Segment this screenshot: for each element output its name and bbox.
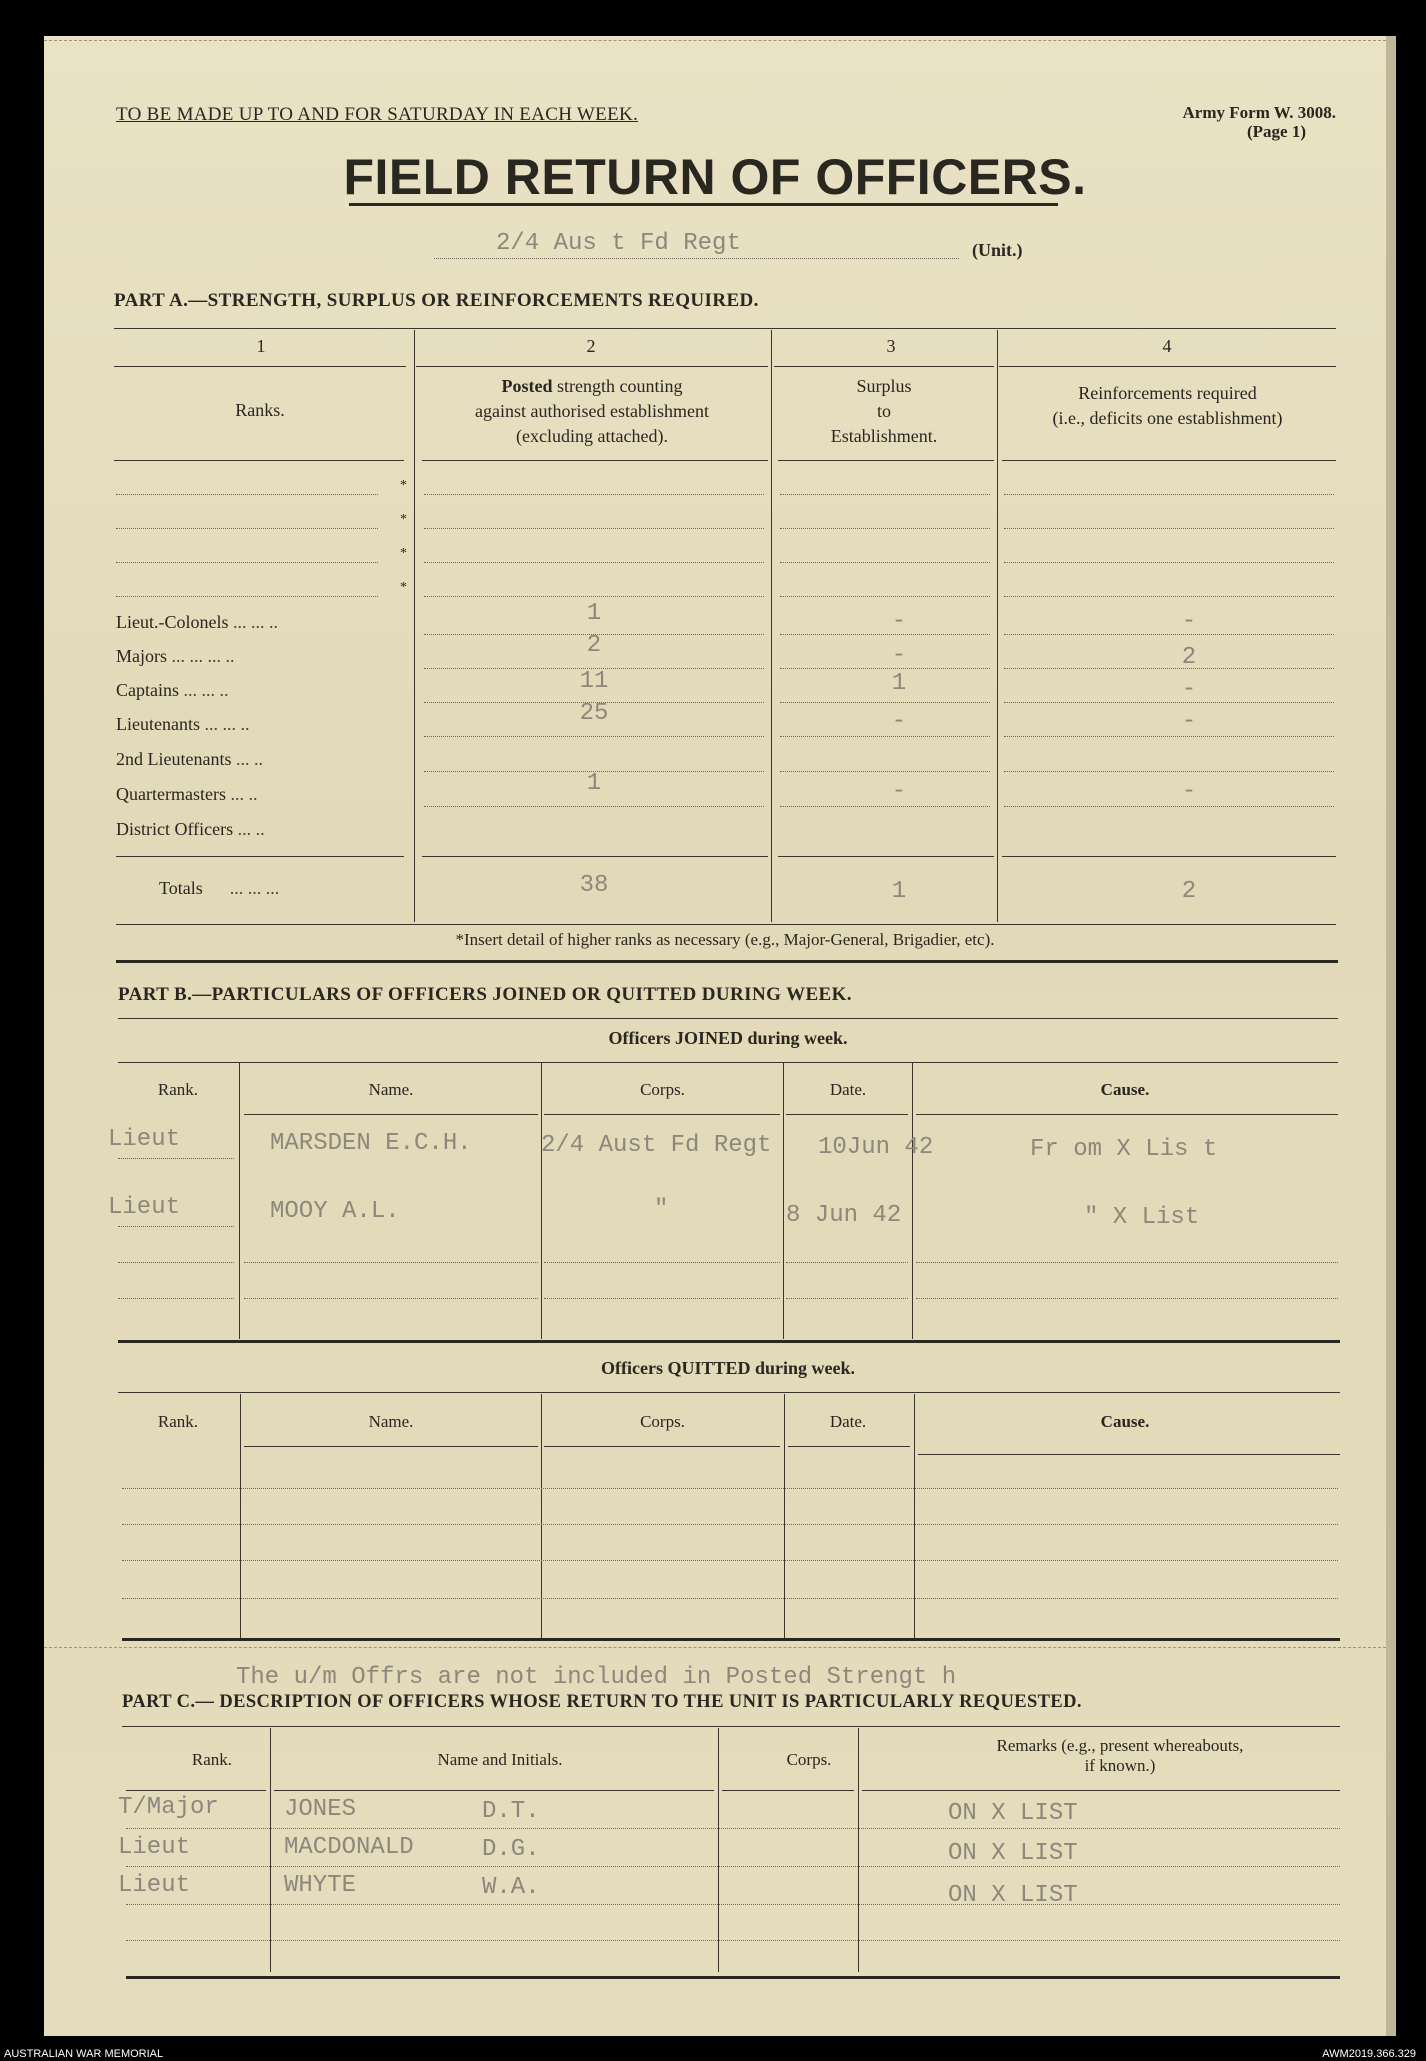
part-a-heading: PART A.—STRENGTH, SURPLUS OR REINFORCEMENTS REQUIRED. bbox=[114, 290, 759, 311]
form-sheet bbox=[44, 36, 1386, 2036]
section-rule bbox=[122, 1638, 1340, 1641]
dotted-rule bbox=[1004, 596, 1334, 597]
col-header-posted-bold: Posted bbox=[501, 376, 553, 396]
dotted-rule bbox=[424, 528, 764, 529]
requested-rank: T/Major bbox=[118, 1794, 219, 1821]
table-rule bbox=[126, 1790, 266, 1791]
column-divider bbox=[239, 1063, 240, 1339]
rank-label: District Officers ... .. bbox=[116, 819, 265, 839]
section-rule bbox=[116, 960, 1338, 963]
rank-label: Majors ... ... ... .. bbox=[116, 646, 235, 666]
page-number: (Page 1) bbox=[1246, 122, 1306, 141]
dotted-rule bbox=[780, 494, 990, 495]
col-header-cause: Cause. bbox=[1100, 1412, 1150, 1431]
dotted-rule bbox=[116, 494, 378, 495]
footnote: *Insert detail of higher ranks as necessary (e.g., Major-General, Brigadier, etc). bbox=[455, 930, 995, 949]
table-rule bbox=[274, 1790, 714, 1791]
rank-label: Lieutenants ... ... .. bbox=[116, 714, 250, 734]
dotted-rule bbox=[780, 771, 990, 772]
requested-remarks: ON X LIST bbox=[948, 1800, 1078, 1827]
requested-name: WHYTE bbox=[284, 1872, 357, 1899]
unit-label: (Unit.) bbox=[972, 240, 1023, 260]
joined-date: 10Jun 42 bbox=[818, 1134, 934, 1161]
dotted-rule bbox=[116, 562, 378, 563]
col-header-date: Date. bbox=[829, 1080, 867, 1099]
joined-corps: " bbox=[654, 1196, 669, 1223]
col-header-rank: Rank. bbox=[157, 1080, 199, 1099]
dotted-rule bbox=[916, 1262, 1338, 1263]
table-rule bbox=[244, 1114, 538, 1115]
dotted-rule bbox=[126, 1866, 1340, 1867]
column-divider bbox=[414, 330, 415, 922]
table-rule bbox=[422, 856, 768, 857]
dotted-rule bbox=[1004, 771, 1334, 772]
section-rule bbox=[118, 1340, 1340, 1343]
dotted-rule bbox=[118, 1226, 234, 1227]
table-rule bbox=[722, 1790, 854, 1791]
dotted-rule bbox=[116, 528, 378, 529]
col-header-name: Name. bbox=[368, 1080, 414, 1099]
col-header-reinf-l1: Reinforcements required bbox=[1078, 383, 1257, 403]
col-header-posted-l3: (excluding attached). bbox=[516, 426, 668, 446]
typed-note: The u/m Offrs are not included in Posted Strengt h bbox=[236, 1664, 957, 1691]
dotted-rule bbox=[244, 1262, 538, 1263]
col-header-name-initials: Name and Initials. bbox=[437, 1750, 563, 1769]
dotted-rule bbox=[244, 1298, 538, 1299]
col-header-ranks: Ranks. bbox=[235, 400, 285, 420]
dotted-rule bbox=[126, 1940, 1340, 1941]
section-rule bbox=[126, 1976, 1340, 1979]
posted-value: 2 bbox=[586, 632, 602, 659]
table-rule bbox=[114, 366, 406, 367]
col-header-posted-l2: against authorised establishment bbox=[475, 401, 709, 421]
instruction-text: TO BE MADE UP TO AND FOR SATURDAY IN EACH WEEK. bbox=[116, 104, 639, 125]
column-divider bbox=[997, 330, 998, 922]
reinforcements-value: - bbox=[1181, 778, 1197, 805]
posted-value: 1 bbox=[586, 600, 602, 627]
col-header-corps: Corps. bbox=[786, 1750, 832, 1769]
reinforcements-value: - bbox=[1181, 608, 1197, 635]
table-rule bbox=[114, 460, 404, 461]
dotted-rule bbox=[1004, 528, 1334, 529]
table-rule bbox=[118, 1018, 1338, 1019]
requested-rank: Lieut bbox=[118, 1834, 191, 1861]
joined-rank: Lieut bbox=[108, 1194, 181, 1221]
rank-label: Quartermasters ... .. bbox=[116, 784, 258, 804]
table-rule bbox=[788, 1446, 910, 1447]
fold-line bbox=[44, 1647, 1386, 1648]
col-header-surplus-l2: to bbox=[876, 401, 891, 421]
col-header-posted bbox=[416, 374, 768, 449]
dotted-rule bbox=[1004, 562, 1334, 563]
column-divider bbox=[240, 1394, 241, 1638]
col-header-reinf-l2: (i.e., deficits one establishment) bbox=[1052, 408, 1283, 428]
col-header-rank: Rank. bbox=[157, 1412, 199, 1431]
table-rule bbox=[778, 460, 994, 461]
requested-initials: D.T. bbox=[482, 1798, 540, 1825]
table-rule bbox=[116, 924, 1336, 925]
column-divider bbox=[912, 1063, 913, 1339]
joined-name: MARSDEN E.C.H. bbox=[270, 1130, 472, 1157]
reinforcements-value: 2 bbox=[1181, 644, 1197, 671]
total-posted: 38 bbox=[579, 872, 609, 899]
column-divider bbox=[718, 1728, 719, 1972]
archive-id: AWM2019.366.329 bbox=[1322, 2048, 1416, 2060]
rank-label: Lieut.-Colonels ... ... .. bbox=[116, 612, 278, 632]
dotted-rule bbox=[786, 1262, 908, 1263]
dotted-rule bbox=[780, 562, 990, 563]
table-rule bbox=[244, 1446, 538, 1447]
dotted-rule bbox=[780, 528, 990, 529]
column-divider bbox=[783, 1063, 784, 1339]
col-header-surplus-l3: Establishment. bbox=[830, 426, 938, 446]
table-rule bbox=[918, 1454, 1340, 1455]
column-divider bbox=[541, 1394, 542, 1638]
table-rule bbox=[916, 1114, 1338, 1115]
table-rule bbox=[416, 366, 768, 367]
table-rule bbox=[118, 1062, 1338, 1063]
col-number: 3 bbox=[886, 336, 896, 356]
requested-initials: W.A. bbox=[482, 1874, 540, 1901]
table-rule bbox=[1002, 856, 1336, 857]
dotted-rule bbox=[1004, 736, 1334, 737]
dotted-rule bbox=[780, 806, 990, 807]
dotted-rule bbox=[1004, 494, 1334, 495]
rank-label: Captains ... ... .. bbox=[116, 680, 229, 700]
table-rule bbox=[116, 856, 404, 857]
col-header-date: Date. bbox=[829, 1412, 867, 1431]
table-rule bbox=[118, 1392, 1340, 1393]
reinforcements-value: - bbox=[1181, 708, 1197, 735]
col-header-surplus bbox=[774, 374, 994, 449]
col-header-reinforcements bbox=[999, 381, 1336, 431]
dotted-rule bbox=[122, 1488, 1338, 1489]
posted-value: 11 bbox=[579, 668, 609, 695]
dotted-rule bbox=[780, 596, 990, 597]
requested-rank: Lieut bbox=[118, 1872, 191, 1899]
col-number: 2 bbox=[586, 336, 596, 356]
column-divider bbox=[270, 1728, 271, 1972]
table-rule bbox=[544, 1114, 780, 1115]
form-number bbox=[1084, 103, 1336, 141]
remarks-l1: Remarks (e.g., present whereabouts, bbox=[996, 1736, 1244, 1755]
table-rule bbox=[422, 460, 768, 461]
col-number: 4 bbox=[1162, 336, 1172, 356]
asterisk-mark: * bbox=[400, 478, 407, 493]
column-divider bbox=[858, 1728, 859, 1972]
unit-field-line bbox=[434, 258, 959, 259]
dotted-rule bbox=[424, 806, 764, 807]
col-header-corps: Corps. bbox=[640, 1080, 685, 1099]
reinforcements-value: - bbox=[1181, 676, 1197, 703]
dotted-rule bbox=[424, 736, 764, 737]
requested-remarks: ON X LIST bbox=[948, 1840, 1078, 1867]
table-rule bbox=[1002, 460, 1336, 461]
col-header-name: Name. bbox=[368, 1412, 414, 1431]
requested-name: MACDONALD bbox=[284, 1834, 414, 1861]
table-rule bbox=[122, 1726, 1340, 1727]
surplus-value: - bbox=[891, 708, 907, 735]
unit-value: 2/4 Aus t Fd Regt bbox=[496, 230, 741, 257]
table-rule bbox=[862, 1790, 1340, 1791]
page-title: FIELD RETURN OF OFFICERS. bbox=[343, 149, 1087, 205]
title-underline bbox=[349, 203, 1058, 206]
col-header-corps: Corps. bbox=[640, 1412, 685, 1431]
joined-rank: Lieut bbox=[108, 1126, 181, 1153]
table-rule bbox=[778, 856, 994, 857]
col-header-cause: Cause. bbox=[1100, 1080, 1150, 1099]
part-b-heading: PART B.—PARTICULARS OF OFFICERS JOINED OR QUITTED DURING WEEK. bbox=[118, 984, 852, 1005]
part-c-heading: PART C.— DESCRIPTION OF OFFICERS WHOSE RETURN TO THE UNIT IS PARTICULARLY REQUESTED. bbox=[122, 1692, 1082, 1712]
paper-edge bbox=[1386, 36, 1396, 2036]
asterisk-mark: * bbox=[400, 512, 407, 527]
joined-date: 8 Jun 42 bbox=[786, 1202, 902, 1229]
table-rule bbox=[774, 366, 994, 367]
quitted-title: Officers QUITTED during week. bbox=[601, 1358, 855, 1378]
col-header-surplus-l1: Surplus bbox=[856, 376, 912, 396]
dotted-rule bbox=[122, 1598, 1338, 1599]
joined-cause: " X List bbox=[1084, 1204, 1200, 1231]
column-divider bbox=[784, 1394, 785, 1638]
dotted-rule bbox=[424, 494, 764, 495]
dotted-rule bbox=[1004, 806, 1334, 807]
table-rule bbox=[786, 1114, 908, 1115]
column-divider bbox=[771, 330, 772, 922]
posted-value: 25 bbox=[579, 700, 609, 727]
table-rule bbox=[544, 1446, 780, 1447]
col-header-rank: Rank. bbox=[191, 1750, 233, 1769]
fold-line bbox=[44, 40, 1386, 41]
surplus-value: - bbox=[891, 778, 907, 805]
dotted-rule bbox=[780, 702, 990, 703]
total-surplus: 1 bbox=[891, 878, 907, 905]
dotted-rule bbox=[424, 562, 764, 563]
archive-credit: AUSTRALIAN WAR MEMORIAL bbox=[4, 2048, 164, 2060]
requested-name: JONES bbox=[284, 1796, 357, 1823]
form-number-text: Army Form W. 3008. bbox=[1182, 103, 1336, 122]
dotted-rule bbox=[780, 736, 990, 737]
column-divider bbox=[914, 1394, 915, 1638]
asterisk-mark: * bbox=[400, 580, 407, 595]
dotted-rule bbox=[424, 596, 764, 597]
total-reinforcements: 2 bbox=[1181, 878, 1197, 905]
asterisk-mark: * bbox=[400, 546, 407, 561]
dotted-rule bbox=[116, 596, 378, 597]
joined-corps: 2/4 Aust Fd Regt bbox=[541, 1132, 772, 1159]
joined-cause: Fr om X Lis t bbox=[1030, 1136, 1218, 1163]
surplus-value: 1 bbox=[891, 670, 907, 697]
surplus-value: - bbox=[891, 608, 907, 635]
dotted-rule bbox=[118, 1298, 234, 1299]
remarks-l2: if known.) bbox=[1084, 1756, 1156, 1775]
col-number: 1 bbox=[256, 336, 266, 356]
surplus-value: - bbox=[891, 642, 907, 669]
rank-label: 2nd Lieutenants ... .. bbox=[116, 749, 263, 769]
table-rule bbox=[114, 328, 1336, 329]
totals-label: Totals ... ... ... bbox=[159, 878, 280, 898]
column-divider bbox=[541, 1063, 542, 1339]
dotted-rule bbox=[118, 1158, 234, 1159]
dotted-rule bbox=[786, 1298, 908, 1299]
dotted-rule bbox=[916, 1298, 1338, 1299]
requested-initials: D.G. bbox=[482, 1836, 540, 1863]
dotted-rule bbox=[126, 1828, 1340, 1829]
dotted-rule bbox=[118, 1262, 234, 1263]
dotted-rule bbox=[122, 1560, 1338, 1561]
dotted-rule bbox=[126, 1904, 1340, 1905]
col-header-posted-rest: strength counting bbox=[552, 376, 683, 396]
col-header-remarks bbox=[900, 1736, 1340, 1776]
dotted-rule bbox=[544, 1298, 780, 1299]
posted-value: 1 bbox=[586, 770, 602, 797]
requested-remarks: ON X LIST bbox=[948, 1882, 1078, 1909]
joined-name: MOOY A.L. bbox=[270, 1198, 400, 1225]
table-rule bbox=[999, 366, 1336, 367]
joined-title: Officers JOINED during week. bbox=[608, 1028, 848, 1048]
dotted-rule bbox=[544, 1262, 780, 1263]
dotted-rule bbox=[122, 1524, 1338, 1525]
